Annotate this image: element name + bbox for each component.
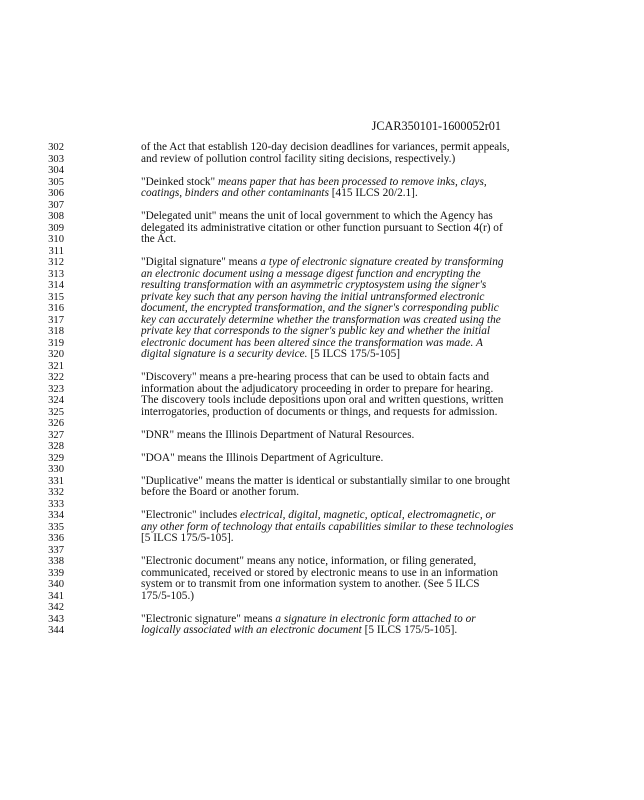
line-number: 317 <box>48 314 64 326</box>
italic-text-segment: digital signature is a security device. <box>141 349 308 360</box>
document-line <box>0 602 644 614</box>
document-line <box>0 200 644 212</box>
text-segment: "Delegated unit" means the unit of local government to which the Agency has <box>141 211 493 222</box>
line-text <box>141 154 513 166</box>
line-text <box>141 453 513 465</box>
document-line <box>0 591 644 603</box>
line-text <box>141 326 513 338</box>
document-line <box>0 292 644 304</box>
line-number: 314 <box>48 280 64 291</box>
line-text <box>141 269 513 281</box>
line-text <box>141 257 513 269</box>
text-segment: "Deinked stock" <box>141 176 218 188</box>
document-id: JCAR350101-1600052r01 <box>371 119 501 133</box>
line-text <box>141 614 513 626</box>
document-line <box>0 326 644 338</box>
document-line <box>0 280 644 292</box>
text-segment: "Electronic" includes <box>141 510 240 521</box>
line-number: 311 <box>48 245 64 257</box>
line-number: 302 <box>48 142 64 153</box>
italic-text-segment: means paper that has been processed to remove inks, clays, <box>218 176 487 188</box>
italic-text-segment: an electronic document using a message digest function and encrypting the <box>141 268 481 280</box>
line-number: 337 <box>48 544 64 556</box>
text-segment: "Electronic document" means any notice, information, or filing generated, <box>141 556 477 567</box>
line-number: 334 <box>48 510 64 521</box>
text-segment: "Duplicative" means the matter is identical or substantially similar to one brought <box>141 475 511 487</box>
line-text <box>141 177 513 189</box>
text-segment: information about the adjudicatory proceeding in order to prepare for hearing. <box>141 383 494 395</box>
line-number: 316 <box>48 303 64 314</box>
document-line <box>0 579 644 591</box>
text-segment: [5 ILCS 175/5-105]. <box>361 625 458 636</box>
document-line <box>0 384 644 396</box>
document-line <box>0 142 644 154</box>
document-line <box>0 464 644 476</box>
document-line <box>0 188 644 200</box>
text-segment: [5 ILCS 175/5-105] <box>307 349 401 360</box>
document-line <box>0 499 644 511</box>
line-number: 325 <box>48 406 64 418</box>
text-segment: the Act. <box>141 234 177 245</box>
document-line <box>0 487 644 499</box>
document-line <box>0 338 644 350</box>
italic-text-segment: electrical, digital, magnetic, optical, electromagnetic, or <box>239 510 496 521</box>
document-line <box>0 349 644 361</box>
line-text <box>141 315 513 327</box>
text-segment: communicated, received or stored by electronic means to use in an information <box>141 567 498 579</box>
line-number: 336 <box>48 533 64 544</box>
document-line <box>0 257 644 269</box>
line-text <box>141 510 513 522</box>
document-line <box>0 476 644 488</box>
document-line <box>0 165 644 177</box>
document-line <box>0 441 644 453</box>
document-line <box>0 211 644 223</box>
line-number: 333 <box>48 498 64 510</box>
document-line <box>0 269 644 281</box>
document-line <box>0 395 644 407</box>
text-segment: "Electronic signature" means <box>141 613 276 625</box>
line-text <box>141 372 513 384</box>
text-segment: interrogatories, production of documents or things, and requests for admission. <box>141 406 498 418</box>
line-text <box>141 556 513 568</box>
line-text <box>141 338 513 350</box>
document-line <box>0 510 644 522</box>
document-line <box>0 614 644 626</box>
line-number: 328 <box>48 441 64 452</box>
italic-text-segment: resulting transformation with an asymmetric cryptosystem using the signer's <box>141 280 487 291</box>
line-number: 340 <box>48 579 64 590</box>
line-text <box>141 430 513 442</box>
text-segment: "Discovery" means a pre-hearing process that can be used to obtain facts and <box>141 372 490 383</box>
document-line <box>0 407 644 419</box>
line-number: 318 <box>48 326 64 337</box>
document-line <box>0 234 644 246</box>
text-segment: [5 ILCS 175/5-105]. <box>141 533 234 544</box>
document-line <box>0 372 644 384</box>
line-text <box>141 476 513 488</box>
document-line <box>0 568 644 580</box>
line-text <box>141 579 513 591</box>
italic-text-segment: a type of electronic signature created by transforming <box>260 257 504 268</box>
text-segment: [415 ILCS 20/2.1]. <box>328 188 418 199</box>
line-number: 313 <box>48 268 64 280</box>
line-number: 309 <box>48 222 64 234</box>
line-text <box>141 407 513 419</box>
document-line <box>0 177 644 189</box>
line-number: 341 <box>48 590 64 602</box>
italic-text-segment: document, the encrypted transformation, and the signer's corresponding public <box>141 303 499 314</box>
text-segment: "Digital signature" means <box>141 257 261 268</box>
italic-text-segment: key can accurately determine whether the transformation was created using the <box>141 314 501 326</box>
line-number: 312 <box>48 257 64 268</box>
document-line <box>0 556 644 568</box>
text-segment: before the Board or another forum. <box>141 487 300 498</box>
document-line <box>0 453 644 465</box>
line-text <box>141 487 513 499</box>
document-line <box>0 246 644 258</box>
document-line <box>0 430 644 442</box>
text-segment: and review of pollution control facility siting decisions, respectively.) <box>141 153 456 165</box>
line-text <box>141 395 513 407</box>
line-number: 343 <box>48 613 64 625</box>
line-number: 344 <box>48 625 64 636</box>
line-number: 330 <box>48 464 64 475</box>
document-line <box>0 522 644 534</box>
italic-text-segment: electronic document has been altered since the transformation was made. A <box>141 337 483 349</box>
text-segment: "DNR" means the Illinois Department of Natural Resources. <box>141 429 415 441</box>
line-number: 320 <box>48 349 64 360</box>
text-segment: 175/5-105.) <box>141 590 195 602</box>
text-segment: The discovery tools include depositions upon oral and written questions, written <box>141 395 504 406</box>
line-number: 321 <box>48 360 64 372</box>
document-line <box>0 303 644 315</box>
line-number: 310 <box>48 234 64 245</box>
line-text <box>141 533 513 545</box>
line-text <box>141 142 513 154</box>
line-number: 323 <box>48 383 64 395</box>
line-text <box>141 188 513 200</box>
italic-text-segment: any other form of technology that entails capabilities similar to these technologies <box>141 521 513 533</box>
document-line <box>0 315 644 327</box>
line-text <box>141 211 513 223</box>
text-segment: delegated its administrative citation or other function pursuant to Section 4(r) of <box>141 222 503 234</box>
line-number: 307 <box>48 199 64 211</box>
italic-text-segment: logically associated with an electronic document <box>141 625 362 636</box>
line-number: 332 <box>48 487 64 498</box>
line-text <box>141 303 513 315</box>
document-body <box>0 142 644 637</box>
italic-text-segment: private key such that any person having the initial untransformed electronic <box>141 291 485 303</box>
line-number: 327 <box>48 429 64 441</box>
line-number: 342 <box>48 602 64 613</box>
line-text <box>141 591 513 603</box>
line-text <box>141 568 513 580</box>
line-number: 303 <box>48 153 64 165</box>
line-number: 315 <box>48 291 64 303</box>
line-number: 308 <box>48 211 64 222</box>
document-line <box>0 418 644 430</box>
document-line <box>0 361 644 373</box>
document-line <box>0 154 644 166</box>
line-text <box>141 522 513 534</box>
line-number: 322 <box>48 372 64 383</box>
italic-text-segment: coatings, binders and other contaminants <box>141 188 329 199</box>
line-number: 305 <box>48 176 64 188</box>
italic-text-segment: private key that corresponds to the signer's public key and whether the initial <box>141 326 490 337</box>
document-line <box>0 545 644 557</box>
line-number: 331 <box>48 475 64 487</box>
text-segment: "DOA" means the Illinois Department of Agriculture. <box>141 452 384 464</box>
document-line <box>0 625 644 637</box>
line-number: 339 <box>48 567 64 579</box>
line-text <box>141 625 513 637</box>
line-number: 326 <box>48 418 64 429</box>
line-text <box>141 349 513 361</box>
italic-text-segment: a signature in electronic form attached to or <box>275 613 476 625</box>
line-text <box>141 234 513 246</box>
line-text <box>141 280 513 292</box>
line-number: 319 <box>48 337 64 349</box>
line-number: 306 <box>48 188 64 199</box>
line-number: 338 <box>48 556 64 567</box>
line-number: 304 <box>48 165 64 176</box>
line-number: 335 <box>48 521 64 533</box>
document-line <box>0 223 644 235</box>
line-number: 324 <box>48 395 64 406</box>
document-line <box>0 533 644 545</box>
line-text <box>141 384 513 396</box>
text-segment: of the Act that establish 120-day decision deadlines for variances, permit appeals, <box>141 142 510 153</box>
line-text <box>141 292 513 304</box>
line-number: 329 <box>48 452 64 464</box>
line-text <box>141 223 513 235</box>
text-segment: system or to transmit from one information system to another. (See 5 ILCS <box>141 579 480 590</box>
